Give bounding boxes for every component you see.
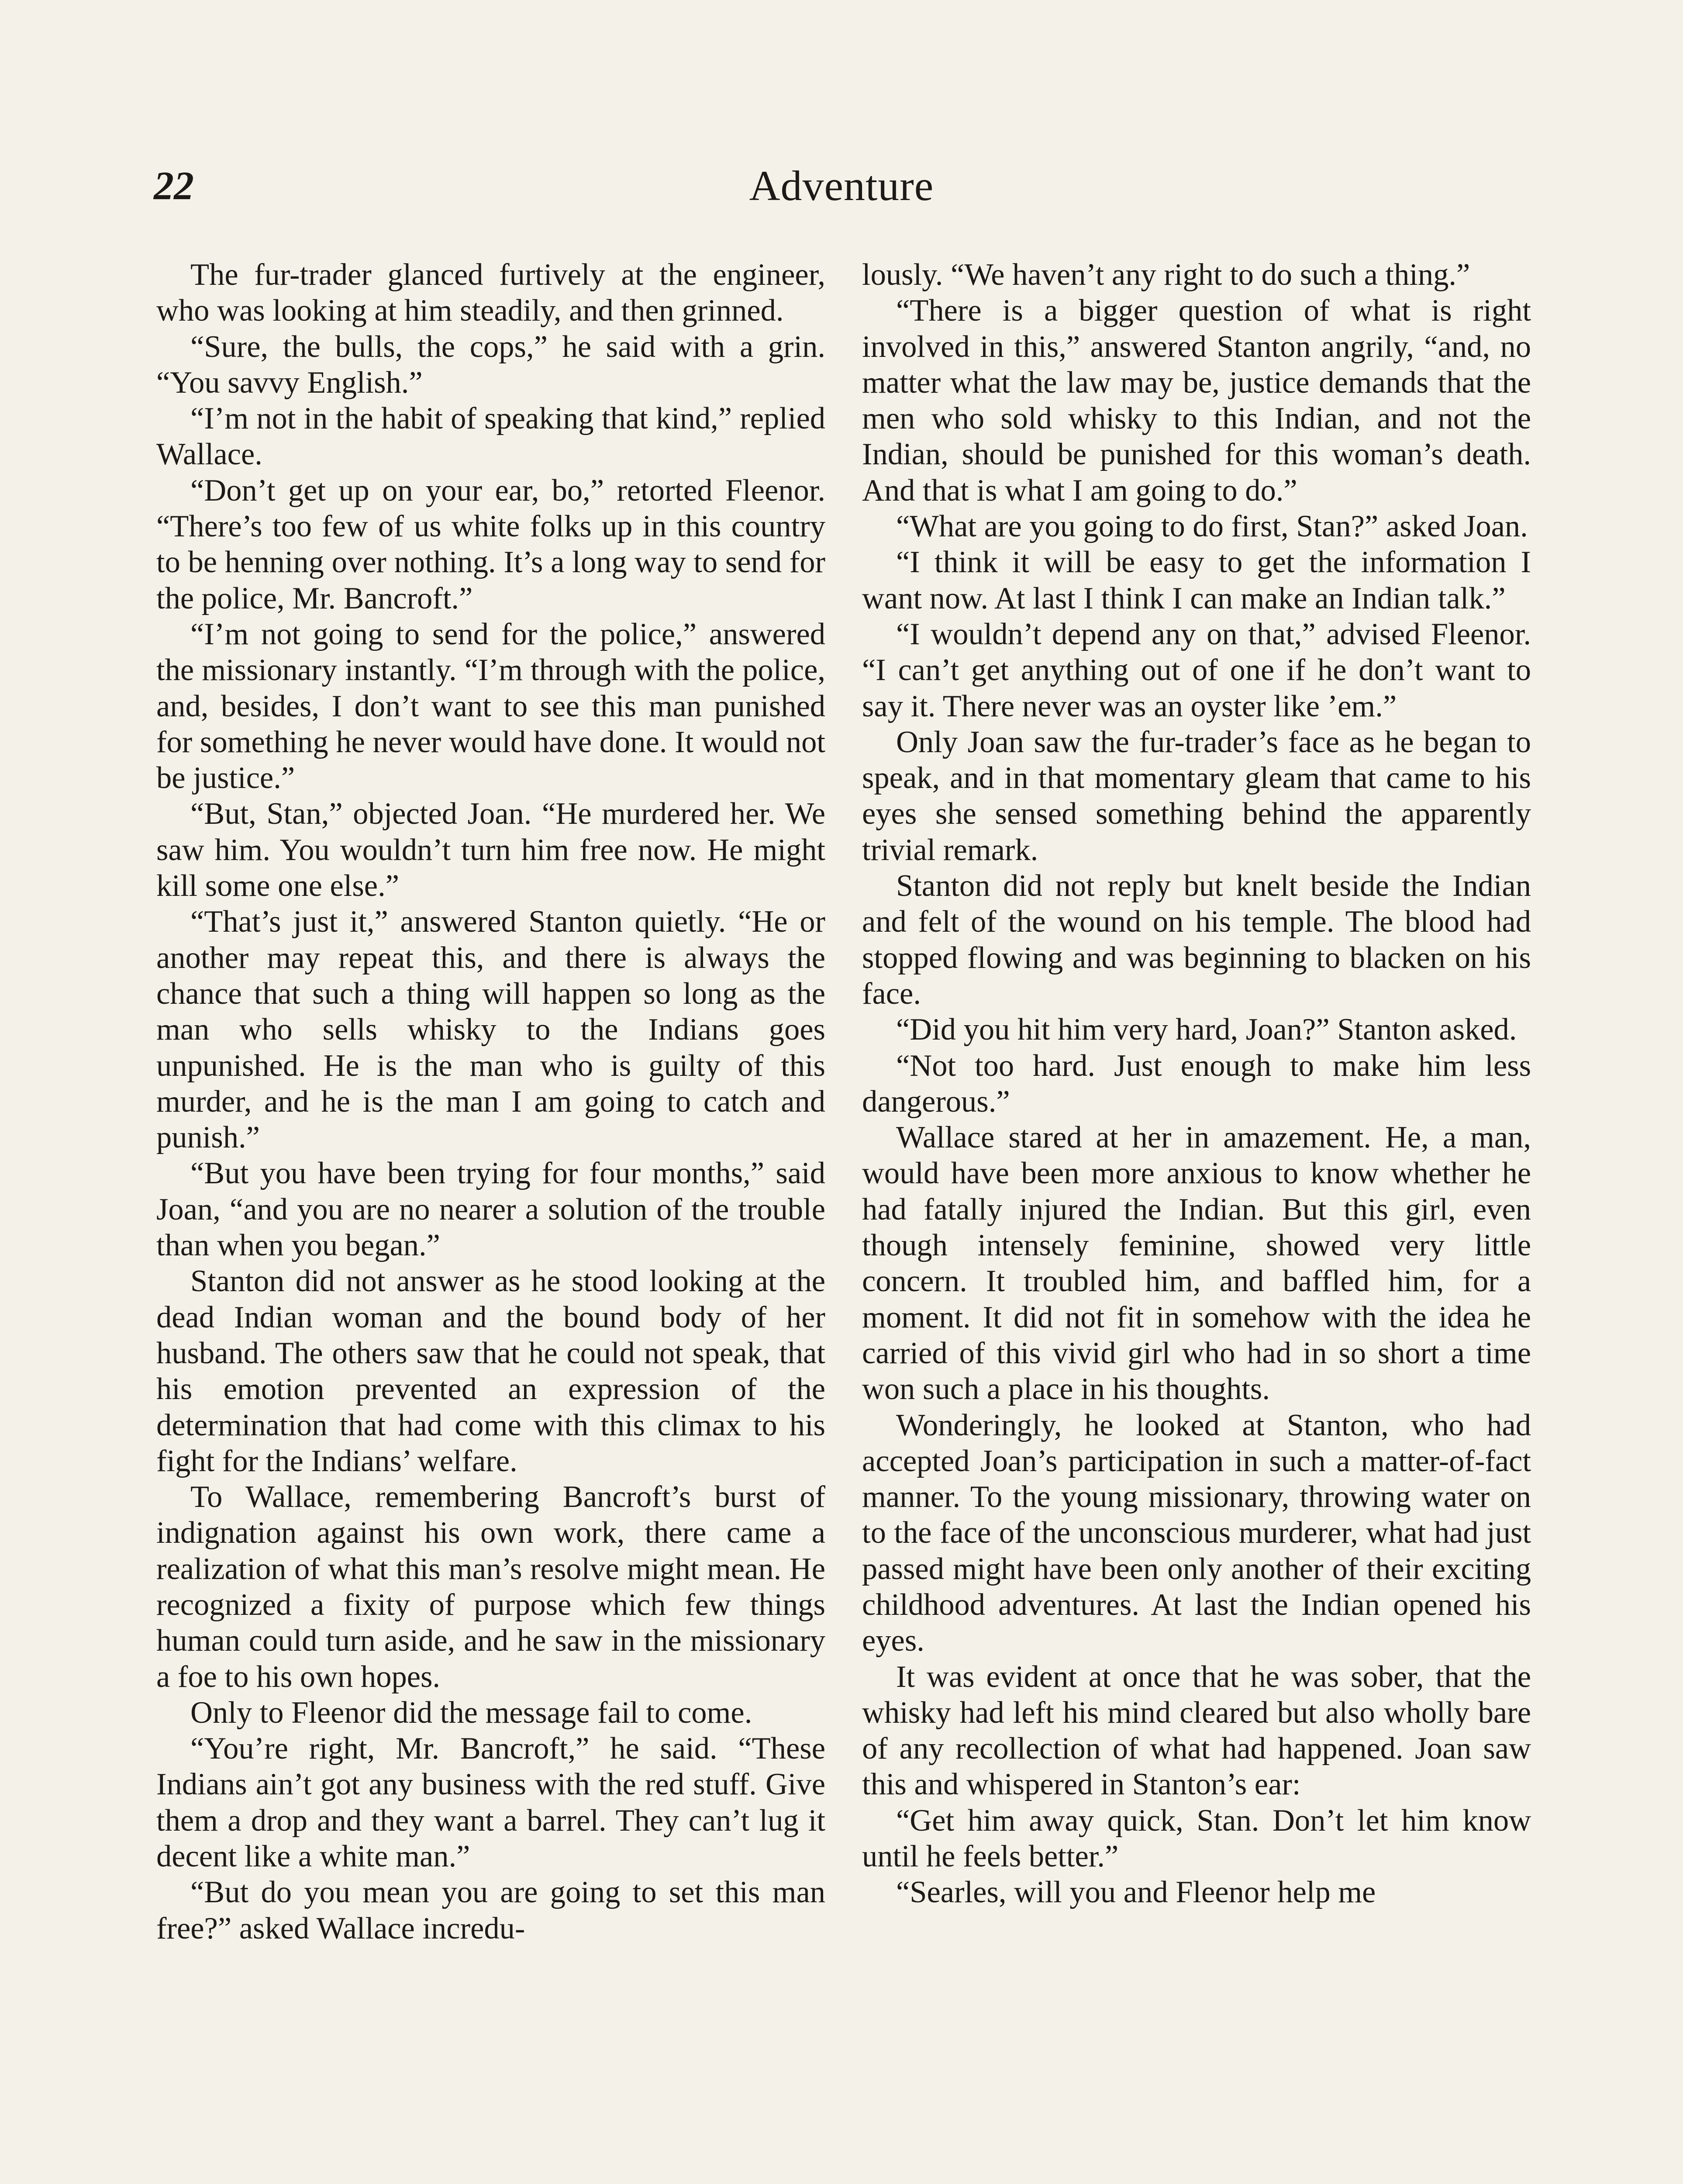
paragraph: “Did you hit him very hard, Joan?” Stanton asked. xyxy=(896,1013,1517,1047)
right-column xyxy=(862,257,1531,1911)
paragraph: Wallace stared at her in amazement. He, a man, would have been more anxious to know whether he had fatally injured the Indian. But this girl, even though intensely feminine, showed very little concern. It troubled him, and baffled him, for a moment. It did not fit in somehow with the idea he carried of this vivid girl who had in so short a time won such a place in his thoughts. xyxy=(862,1120,1531,1406)
paragraph: “Sure, the bulls, the cops,” he said with a grin. “You savvy English.” xyxy=(156,329,825,400)
paragraph: “What are you going to do first, Stan?” asked Joan. xyxy=(896,509,1528,544)
paragraph: Only to Fleenor did the message fail to come. xyxy=(190,1695,752,1730)
paragraph: The fur-trader glanced furtively at the engineer, who was looking at him steadily, and then grinned. xyxy=(156,258,825,328)
paragraph: “I’m not going to send for the police,” answered the missionary instantly. “I’m through with the police, and, besides, I don’t want to see this man punished for something he never would have done. It would not be justice.” xyxy=(156,617,825,795)
paragraph: “There is a bigger question of what is right involved in this,” answered Stanton angrily, “and, no matter what the law may be, justice demands that the men who sold whisky to this Indian, and not the Indian, should be punished for this woman’s death. And that is what I am going to do.” xyxy=(862,294,1531,508)
paragraph: “I think it will be easy to get the information I want now. At last I think I can make an Indian talk.” xyxy=(862,545,1531,615)
paragraph: “But do you mean you are going to set this man free?” asked Wallace incredu- xyxy=(156,1875,825,1946)
paragraph: “I wouldn’t depend any on that,” advised Fleenor. “I can’t get anything out of one if he don’t want to say it. There never was an oyster like ’em.” xyxy=(862,617,1531,723)
paragraph: Only Joan saw the fur-trader’s face as he began to speak, and in that momentary gleam that came to his eyes she sensed something behind the apparently trivial remark. xyxy=(862,725,1531,867)
paragraph: To Wallace, remembering Bancroft’s burst of indignation against his own work, there came a realization of what this man’s resolve might mean. He recognized a fixity of purpose which few things human could turn aside, and he saw in the missionary a foe to his own hopes. xyxy=(156,1480,825,1694)
paragraph: “But you have been trying for four months,” said Joan, “and you are no nearer a solution of the trouble than when you began.” xyxy=(156,1156,825,1263)
paragraph: It was evident at once that he was sober, that the whisky had left his mind cleared but also wholly bare of any recollection of what had happened. Joan saw this and whispered in Stanton’s ear: xyxy=(862,1659,1531,1802)
paragraph: “Not too hard. Just enough to make him less dangerous.” xyxy=(862,1048,1531,1119)
paragraph: “I’m not in the habit of speaking that kind,” replied Wallace. xyxy=(156,401,825,472)
paragraph: “Don’t get up on your ear, bo,” retorted Fleenor. “There’s too few of us white folks up in this country to be henning over nothing. It’s a long way to send for the police, Mr. Bancroft.” xyxy=(156,473,825,615)
paragraph: Wonderingly, he looked at Stanton, who had accepted Joan’s participation in such a matter-of-fact manner. To the young missionary, throwing water on to the face of the unconscious murderer, what had just passed might have been only another of their exciting childhood adventures. At last the Indian opened his eyes. xyxy=(862,1408,1531,1658)
paragraph: “Get him away quick, Stan. Don’t let him know until he feels better.” xyxy=(862,1803,1531,1874)
paragraph: “Searles, will you and Fleenor help me xyxy=(896,1875,1376,1910)
left-column xyxy=(156,257,825,1946)
paragraph: “But, Stan,” objected Joan. “He murdered her. We saw him. You wouldn’t turn him free now. He might kill some one else.” xyxy=(156,797,825,903)
page-number: 22 xyxy=(154,163,194,208)
paragraph-continued: lously. “We haven’t any right to do such a thing.” xyxy=(862,258,1470,292)
paragraph: “That’s just it,” answered Stanton quietly. “He or another may repeat this, and there is always the chance that such a thing will happen so long as the man who sells whisky to the Indians goes unpunished. He is the man who is guilty of this murder, and he is the man I am going to catch and punish.” xyxy=(156,905,825,1155)
running-title: Adventure xyxy=(749,162,934,210)
paragraph: Stanton did not answer as he stood looking at the dead Indian woman and the bound body of her husband. The others saw that he could not speak, that his emotion prevented an expression of the determination that had come with this climax to his fight for the Indians’ welfare. xyxy=(156,1264,825,1478)
paragraph: Stanton did not reply but knelt beside the Indian and felt of the wound on his temple. The blood had stopped flowing and was beginning to blacken on his face. xyxy=(862,869,1531,1011)
paragraph: “You’re right, Mr. Bancroft,” he said. “These Indians ain’t got any business with the red stuff. Give them a drop and they want a barrel. They can’t lug it decent like a white man.” xyxy=(156,1731,825,1874)
